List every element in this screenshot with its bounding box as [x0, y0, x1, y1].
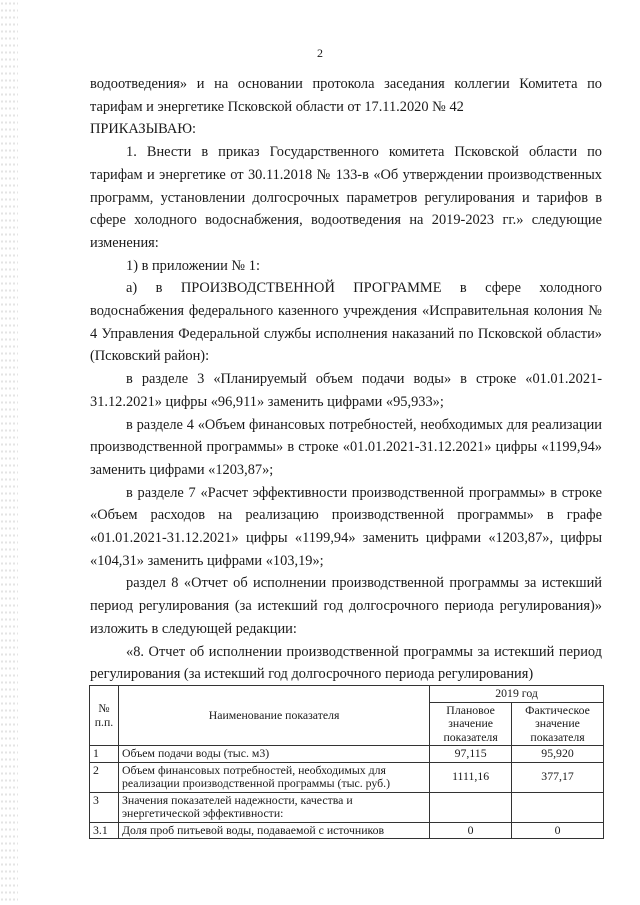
row-plan: 97,115 [430, 746, 512, 763]
paragraph-section-8: раздел 8 «Отчет об исполнении производственной программы за истекший период регулирования (за истекший год долгосрочного периода регулирования)» изложить в следующей редакции: [90, 575, 602, 637]
row-plan: 1111,16 [430, 762, 512, 792]
paragraph-item-1: 1. Внести в приказ Государственного комитета Псковской области по тарифам и энергетике от 30.11.2018 № 133-в «Об утверждении производственных программ, установлении долгосрочных параметров регулирования и тарифов в сфере холодного водоснабжения, водоотведения на 2019-2023 гг.» следующие изменения: [90, 144, 602, 251]
row-fact [512, 792, 604, 822]
row-fact: 377,17 [512, 762, 604, 792]
row-name: Объем подачи воды (тыс. м3) [118, 746, 429, 763]
header-plan: Плановое значение показателя [430, 702, 512, 746]
scan-edge-noise [0, 0, 18, 905]
paragraph-program: а) в ПРОИЗВОДСТВЕННОЙ ПРОГРАММЕ в сфере холодного водоснабжения федерального казенного учреждения «Исправительная колония № 4 Управления Федеральной службы исполнения наказаний по Псковской области» (Псковский район): [90, 280, 602, 365]
row-plan [430, 792, 512, 822]
table-row [90, 746, 604, 763]
paragraph-order: ПРИКАЗЫВАЮ: [90, 121, 197, 138]
paragraph-intro: водоотведения» и на основании протокола заседания коллегии Комитета по тарифам и энергетике Псковской области от 17.11.2020 № 42 [90, 76, 602, 115]
paragraph-report-title: «8. Отчет об исполнении производственной программы за истекший период регулирования (за истекший год долгосрочного периода регулирования) [90, 643, 602, 683]
report-table [89, 685, 604, 839]
paragraph-section-4: в разделе 4 «Объем финансовых потребностей, необходимых для реализации производственной программы» в строке «01.01.2021-31.12.2021» цифры «1199,94» заменить цифрами «1203,87»; [90, 416, 602, 478]
row-fact: 0 [512, 822, 604, 839]
row-num: 3 [90, 792, 119, 822]
row-name: Объем финансовых потребностей, необходимых для реализации производственной программы (тыс. руб.) [118, 762, 429, 792]
table-row [90, 792, 604, 822]
table-header-row [90, 686, 604, 703]
row-num: 2 [90, 762, 119, 792]
row-num: 1 [90, 746, 119, 763]
row-name: Доля проб питьевой воды, подаваемой с источников [118, 822, 429, 839]
paragraph-appendix: 1) в приложении № 1: [126, 257, 260, 274]
header-year: 2019 год [430, 686, 604, 703]
row-plan: 0 [430, 822, 512, 839]
paragraph-section-7: в разделе 7 «Расчет эффективности производственной программы» в строке «Объем расходов на реализацию производственной программы» в графе «01.01.2021-31.12.2021» цифры «1199,94» заменить цифрами «1203,87», цифры «104,31» заменить цифрами «103,19»; [90, 484, 602, 569]
document-body [90, 73, 602, 686]
header-num: № п.п. [90, 686, 119, 746]
header-name: Наименование показателя [118, 686, 429, 746]
table-row [90, 762, 604, 792]
page-number: 2 [317, 46, 323, 60]
table-row [90, 822, 604, 839]
header-fact: Фактическое значение показателя [512, 702, 604, 746]
row-name: Значения показателей надежности, качества и энергетической эффективности: [118, 792, 429, 822]
row-fact: 95,920 [512, 746, 604, 763]
row-num: 3.1 [90, 822, 119, 839]
paragraph-section-3: в разделе 3 «Планируемый объем подачи воды» в строке «01.01.2021-31.12.2021» цифры «96,911» заменить цифрами «95,933»; [90, 371, 602, 410]
